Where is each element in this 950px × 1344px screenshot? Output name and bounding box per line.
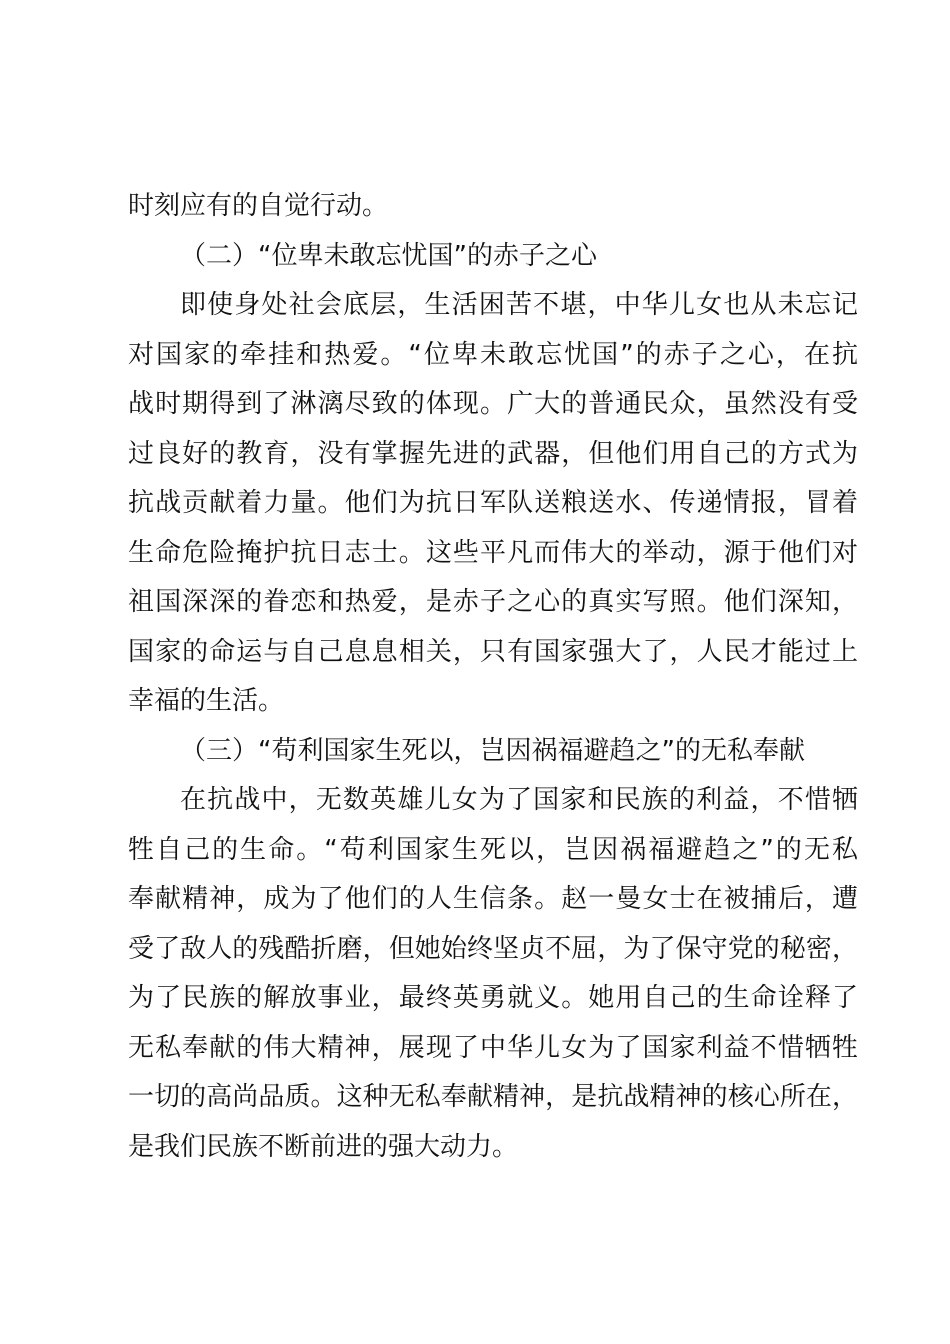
text-line: 时刻应有的自觉行动。 [128,191,389,221]
text-line: 祖国深深的眷恋和热爱，是赤子之心的真实写照。他们深知， [128,587,858,617]
text-line: 即使身处社会底层，生活困苦不堪，中华儿女也从未忘记 [180,290,858,320]
text-line: 对国家的牵挂和热爱。“位卑未敢忘忧国”的赤子之心，在抗 [128,339,858,370]
text-line: 生命危险掩护抗日志士。这些平凡而伟大的举动，源于他们对 [128,537,858,568]
section-heading-2: （二）“位卑未敢忘忧国”的赤子之心 [180,240,597,271]
text-line: 在抗战中，无数英雄儿女为了国家和民族的利益，不惜牺 [180,785,858,815]
text-line: 受了敌人的残酷折磨，但她始终坚贞不屈，为了保守党的秘密， [128,933,858,964]
text-line: 一切的高尚品质。这种无私奉献精神，是抗战精神的核心所在， [128,1082,858,1112]
document-body [128,182,858,1172]
text-line: 幸福的生活。 [128,686,285,716]
text-line: 奉献精神，成为了他们的人生信条。赵一曼女士在被捕后，遭 [128,884,858,914]
text-line: 战时期得到了淋漓尽致的体现。广大的普通民众，虽然没有受 [128,389,858,419]
text-line: 国家的命运与自己息息相关，只有国家强大了，人民才能过上 [128,636,858,667]
text-line: 抗战贡献着力量。他们为抗日军队送粮送水、传递情报，冒着 [128,488,858,518]
text-line: 无私奉献的伟大精神，展现了中华儿女为了国家利益不惜牺牲 [128,1032,858,1063]
section-heading-3: （三）“苟利国家生死以，岂因祸福避趋之”的无私奉献 [180,735,805,766]
text-line: 牲自己的生命。“苟利国家生死以，岂因祸福避趋之”的无私 [128,834,858,865]
text-line: 为了民族的解放事业，最终英勇就义。她用自己的生命诠释了 [128,983,858,1013]
text-line: 是我们民族不断前进的强大动力。 [128,1131,519,1162]
text-line: 过良好的教育，没有掌握先进的武器，但他们用自己的方式为 [128,438,858,469]
